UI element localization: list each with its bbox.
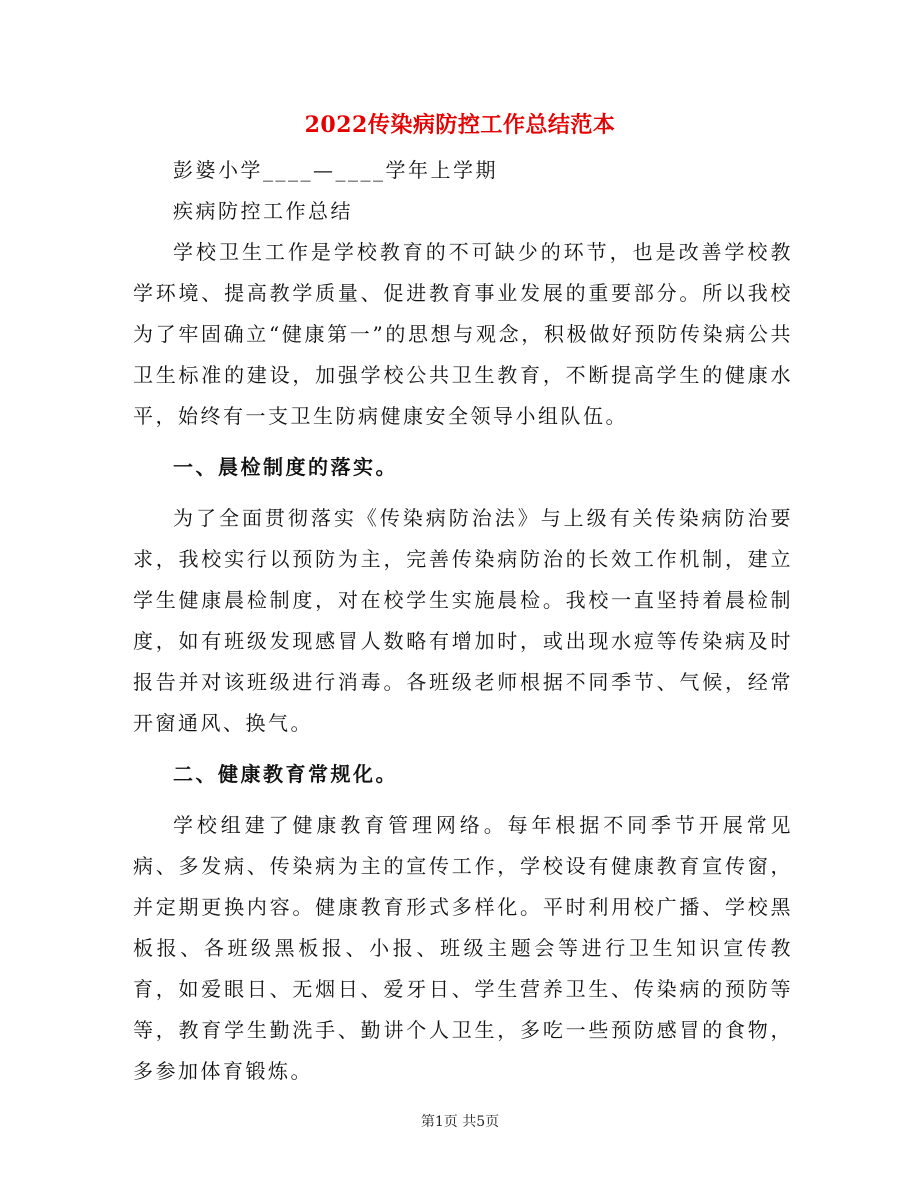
document-body [133,150,793,1092]
school-term-line: 彭婆小学____—____学年上学期 [173,158,498,182]
morning-check-paragraph: 为了全面贯彻落实《传染病防治法》与上级有关传染病防治要求，我校实行以预防为主，完善传染病防治的长效工作机制，建立学生健康晨检制度，对在校学生实施晨检。我校一直坚持着晨检制度，如有班级发现感冒人数略有增加时，或出现水痘等传染病及时报告并对该班级进行消毒。各班级老师根据不同季节、气候，经常开窗通风、换气。 [133,506,793,735]
health-education-paragraph: 学校组建了健康教育管理网络。每年根据不同季节开展常见病、多发病、传染病为主的宣传工作，学校设有健康教育宣传窗，并定期更换内容。健康教育形式多样化。平时利用校广播、学校黑板报、各班级黑板报、小报、班级主题会等进行卫生知识宣传教育，如爱眼日、无烟日、爱牙日、学生营养卫生、传染病的预防等等，教育学生勤洗手、勤讲个人卫生，多吃一些预防感冒的食物，多参加体育锻炼。 [133,813,793,1083]
document-title: 2022传染病防控工作总结范本 [304,112,616,138]
section-heading-health-education: 二、健康教育常规化。 [173,762,398,786]
page-number-footer: 第1页 共5页 [420,1114,500,1130]
summary-subtitle: 疾病防控工作总结 [173,199,353,223]
section-heading-morning-check: 一、晨检制度的落实。 [173,455,398,479]
intro-paragraph: 学校卫生工作是学校教育的不可缺少的环节，也是改善学校教学环境、提高教学质量、促进教育事业发展的重要部分。所以我校为了牢固确立“健康第一”的思想与观念，积极做好预防传染病公共卫生标准的建设，加强学校公共卫生教育，不断提高学生的健康水平，始终有一支卫生防病健康安全领导小组队伍。 [133,240,793,428]
